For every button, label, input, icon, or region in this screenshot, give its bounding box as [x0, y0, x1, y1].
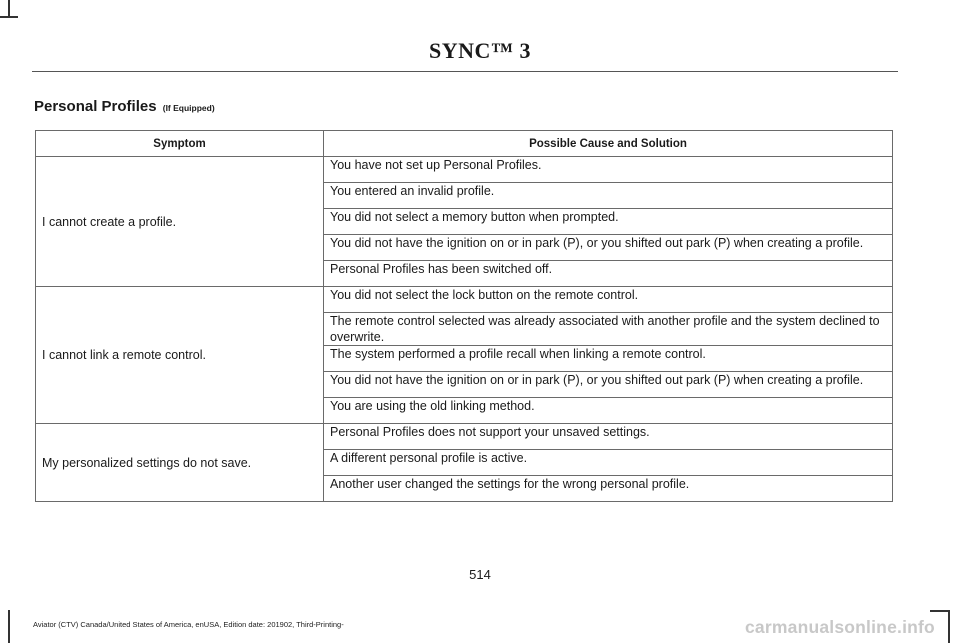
cause-cell: Personal Profiles has been switched off. [324, 261, 893, 287]
symptom-cell: My personalized settings do not save. [36, 424, 324, 502]
cause-cell: You did not select the lock button on the remote control. [324, 287, 893, 313]
cause-cell: You are using the old linking method. [324, 398, 893, 424]
header-rule [32, 71, 898, 72]
section-title [34, 98, 215, 115]
crop-mark-bottom-right [930, 610, 950, 612]
table-row [36, 287, 893, 313]
symptom-cell: I cannot link a remote control. [36, 287, 324, 424]
table-row [36, 424, 893, 450]
cause-cell: You did not have the ignition on or in park (P), or you shifted out park (P) when creating a profile. [324, 235, 893, 261]
cause-cell: A different personal profile is active. [324, 450, 893, 476]
cause-cell: The system performed a profile recall when linking a remote control. [324, 346, 893, 372]
cause-cell: You did not have the ignition on or in park (P), or you shifted out park (P) when creating a profile. [324, 372, 893, 398]
troubleshooting-table [35, 130, 893, 502]
edition-footer: Aviator (CTV) Canada/United States of America, enUSA, Edition date: 201902, Third-Printing- [33, 620, 344, 629]
cause-cell: You have not set up Personal Profiles. [324, 157, 893, 183]
cause-cell: Another user changed the settings for the wrong personal profile. [324, 476, 893, 502]
page-number: 514 [469, 567, 491, 582]
column-header-cause: Possible Cause and Solution [324, 131, 893, 157]
table-body [36, 157, 893, 502]
section-qualifier: (If Equipped) [162, 103, 215, 113]
crop-mark-top-left [0, 16, 18, 18]
table-row [36, 157, 893, 183]
cause-cell: The remote control selected was already associated with another profile and the system declined to overwrite. [324, 313, 893, 346]
symptom-cell: I cannot create a profile. [36, 157, 324, 287]
running-header: SYNC™ 3 [429, 38, 531, 63]
column-header-symptom: Symptom [36, 131, 324, 157]
cause-cell: Personal Profiles does not support your unsaved settings. [324, 424, 893, 450]
section-title-text: Personal Profiles [34, 98, 157, 115]
cause-cell: You entered an invalid profile. [324, 183, 893, 209]
cause-cell: You did not select a memory button when prompted. [324, 209, 893, 235]
table-header-row [36, 131, 893, 157]
crop-mark-bottom-right [948, 610, 950, 643]
crop-mark-bottom-left [8, 610, 10, 643]
watermark: carmanualsonline.info [745, 617, 935, 637]
